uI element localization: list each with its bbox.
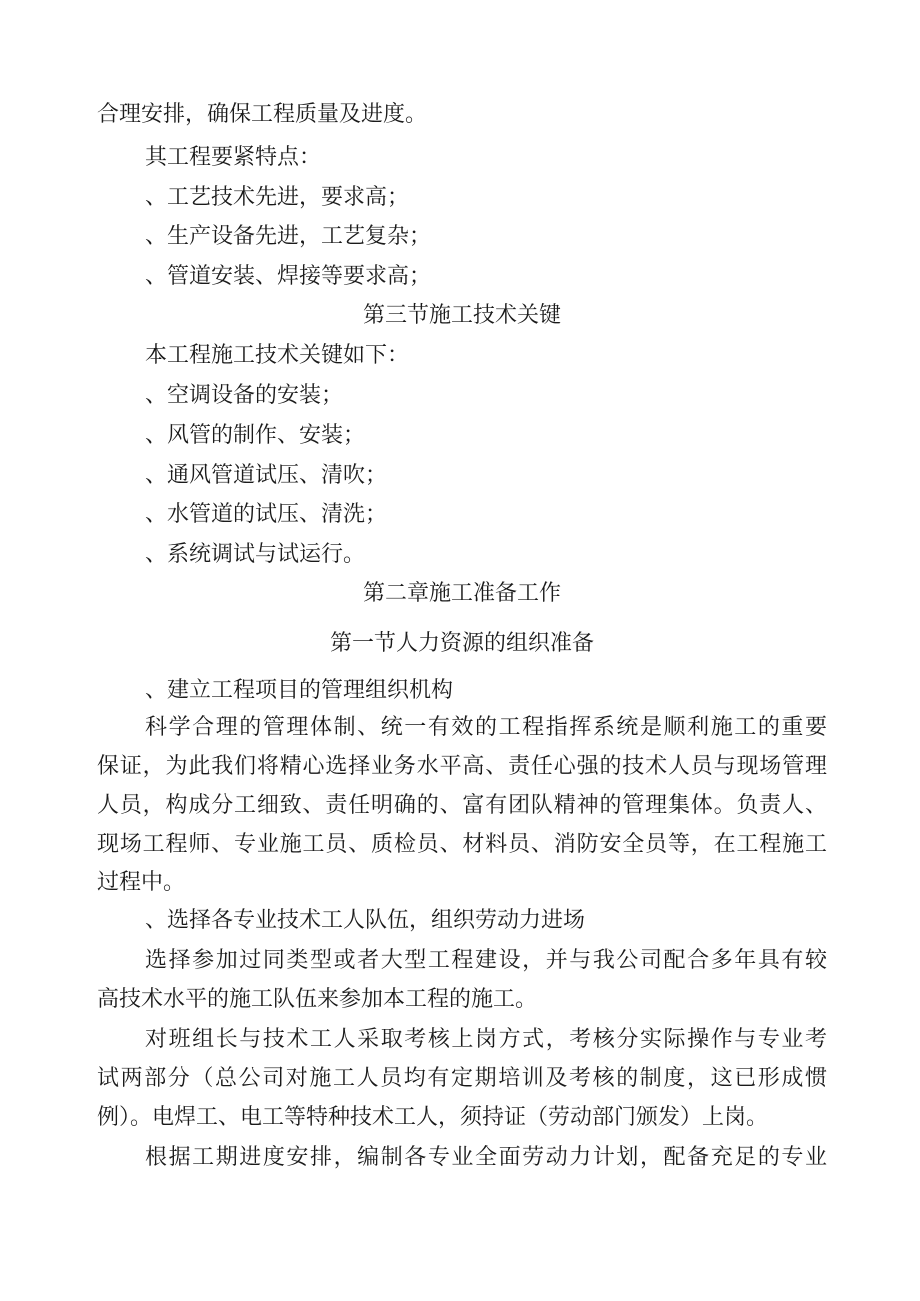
list-item: 、风管的制作、安装；	[145, 423, 366, 448]
section-heading: 第一节人力资源的组织准备	[329, 631, 594, 656]
body-line: 合理安排，确保工程质量及进度。	[97, 102, 428, 127]
list-item: 、管道安装、焊接等要求高；	[145, 264, 432, 289]
section-intro: 其工程要紧特点：	[145, 145, 322, 170]
section-intro: 本工程施工技术关键如下：	[145, 343, 410, 368]
subsection-heading: 、选择各专业技术工人队伍，组织劳动力进场	[145, 908, 586, 933]
list-item: 、工艺技术先进，要求高；	[145, 185, 410, 210]
paragraph-line: 保证，为此我们将精心选择业务水平高、责任心强的技术人员与现场管理	[97, 754, 827, 779]
paragraph-line: 科学合理的管理体制、统一有效的工程指挥系统是顺利施工的重要	[145, 715, 827, 740]
paragraph-line: 过程中。	[97, 870, 186, 895]
paragraph-line: 现场工程师、专业施工员、质检员、材料员、消防安全员等，在工程施工	[97, 832, 827, 857]
paragraph-line: 根据工期进度安排，编制各专业全面劳动力计划，配备充足的专业	[145, 1145, 827, 1170]
chapter-heading: 第二章施工准备工作	[362, 581, 561, 606]
paragraph-line: 选择参加过同类型或者大型工程建设，并与我公司配合多年具有较	[145, 948, 827, 973]
list-item: 、通风管道试压、清吹；	[145, 463, 388, 488]
list-item: 、空调设备的安装；	[145, 383, 344, 408]
list-item: 、生产设备先进，工艺复杂；	[145, 224, 432, 249]
list-item: 、水管道的试压、清洗；	[145, 502, 388, 527]
paragraph-line: 对班组长与技术工人采取考核上岗方式，考核分实际操作与专业考	[145, 1027, 827, 1052]
paragraph-line: 高技术水平的施工队伍来参加本工程的施工。	[97, 987, 538, 1012]
list-item: 、系统调试与试运行。	[145, 542, 366, 567]
paragraph-line: 试两部分（总公司对施工人员均有定期培训及考核的制度，这已形成惯	[97, 1066, 827, 1091]
section-heading: 第三节施工技术关键	[362, 303, 561, 328]
paragraph-line: 例）。电焊工、电工等特种技术工人，须持证（劳动部门颁发）上岗。	[97, 1105, 769, 1130]
paragraph-line: 人员，构成分工细致、责任明确的、富有团队精神的管理集体。负责人、	[97, 793, 827, 818]
subsection-heading: 、建立工程项目的管理组织机构	[145, 678, 454, 703]
